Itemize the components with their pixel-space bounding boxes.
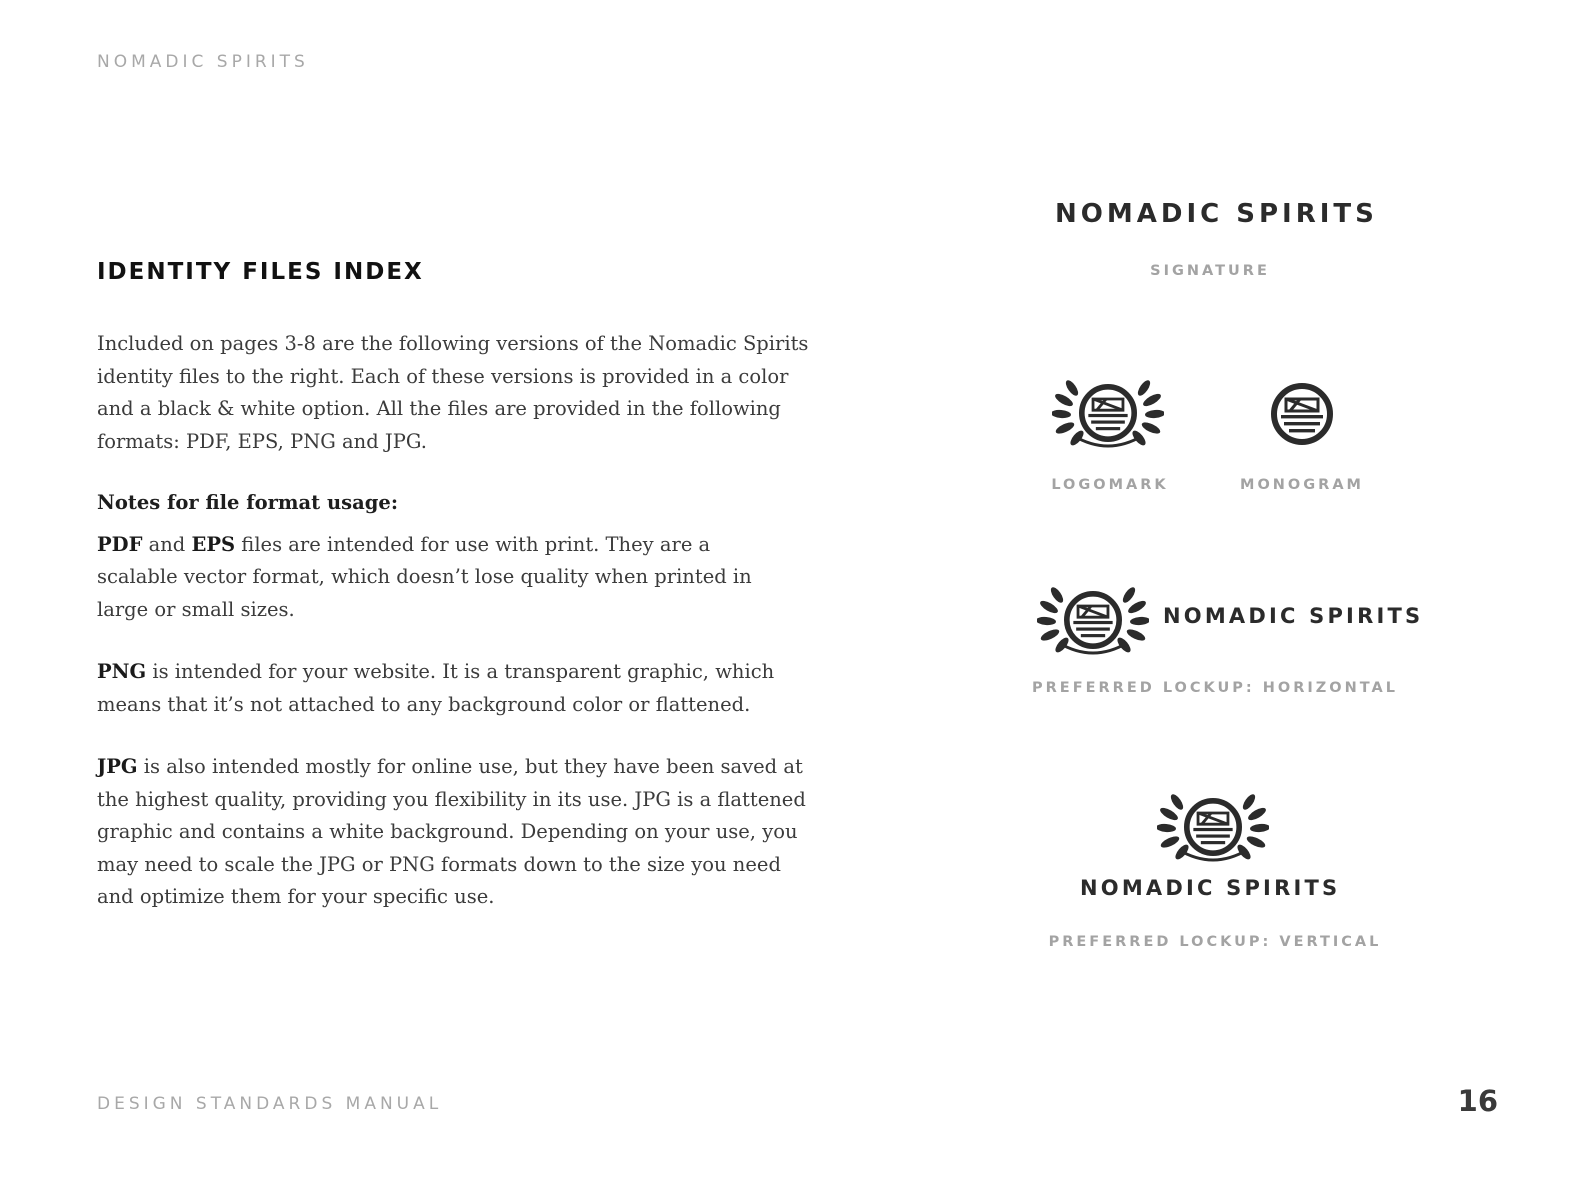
footer-label: DESIGN STANDARDS MANUAL [97, 1094, 443, 1114]
monogram-icon [1271, 383, 1333, 445]
pdf-eps-note [97, 529, 787, 627]
pdf-and: and [142, 532, 192, 556]
page-number: 16 [1457, 1084, 1498, 1118]
signature-caption: SIGNATURE [1150, 263, 1270, 279]
section-title: IDENTITY FILES INDEX [97, 259, 424, 285]
horizontal-lockup-caption: PREFERRED LOCKUP: HORIZONTAL [1032, 680, 1398, 696]
body-text [97, 328, 817, 914]
pdf-label: PDF [97, 532, 143, 556]
eps-label: EPS [191, 532, 236, 556]
jpg-text: is also intended mostly for online use, but they have been saved at the highest quality, providing you flexibility in its use. JPG is a flattened graphic and contains a white background. Depending on your use, you may need to scale the JPG or PNG formats down to the size you need and optimize them for your specific use. [97, 755, 806, 908]
vertical-lockup-caption: PREFERRED LOCKUP: VERTICAL [1048, 934, 1382, 950]
signature-wordmark: NOMADIC SPIRITS [1055, 199, 1378, 229]
png-note [97, 656, 787, 721]
header-brand: NOMADIC SPIRITS [97, 52, 309, 72]
png-label: PNG [97, 660, 147, 683]
horizontal-lockup-logomark-icon [1037, 585, 1149, 655]
jpg-label: JPG [97, 755, 138, 778]
jpg-note [97, 751, 812, 914]
horizontal-lockup-wordmark: NOMADIC SPIRITS [1163, 604, 1424, 628]
intro-paragraph: Included on pages 3-8 are the following versions of the Nomadic Spirits identity files to the right. Each of these versions is provided in a color and a black & white option. All the files are provided in the following formats: PDF, EPS, PNG and JPG. [97, 332, 809, 453]
notes-heading: Notes for file format usage: [97, 491, 399, 514]
vertical-lockup-wordmark: NOMADIC SPIRITS [1080, 876, 1341, 900]
vertical-lockup-logomark-icon [1157, 792, 1269, 862]
logomark-icon [1052, 378, 1164, 448]
png-text: is intended for your website. It is a transparent graphic, which means that it’s not attached to any background color or flattened. [97, 660, 775, 716]
pdf-eps-text: files are intended for use with print. They are a scalable vector format, which doesn’t lose quality when printed in large or small sizes. [97, 532, 752, 621]
logomark-caption: LOGOMARK [1051, 477, 1169, 493]
monogram-caption: MONOGRAM [1240, 477, 1364, 493]
